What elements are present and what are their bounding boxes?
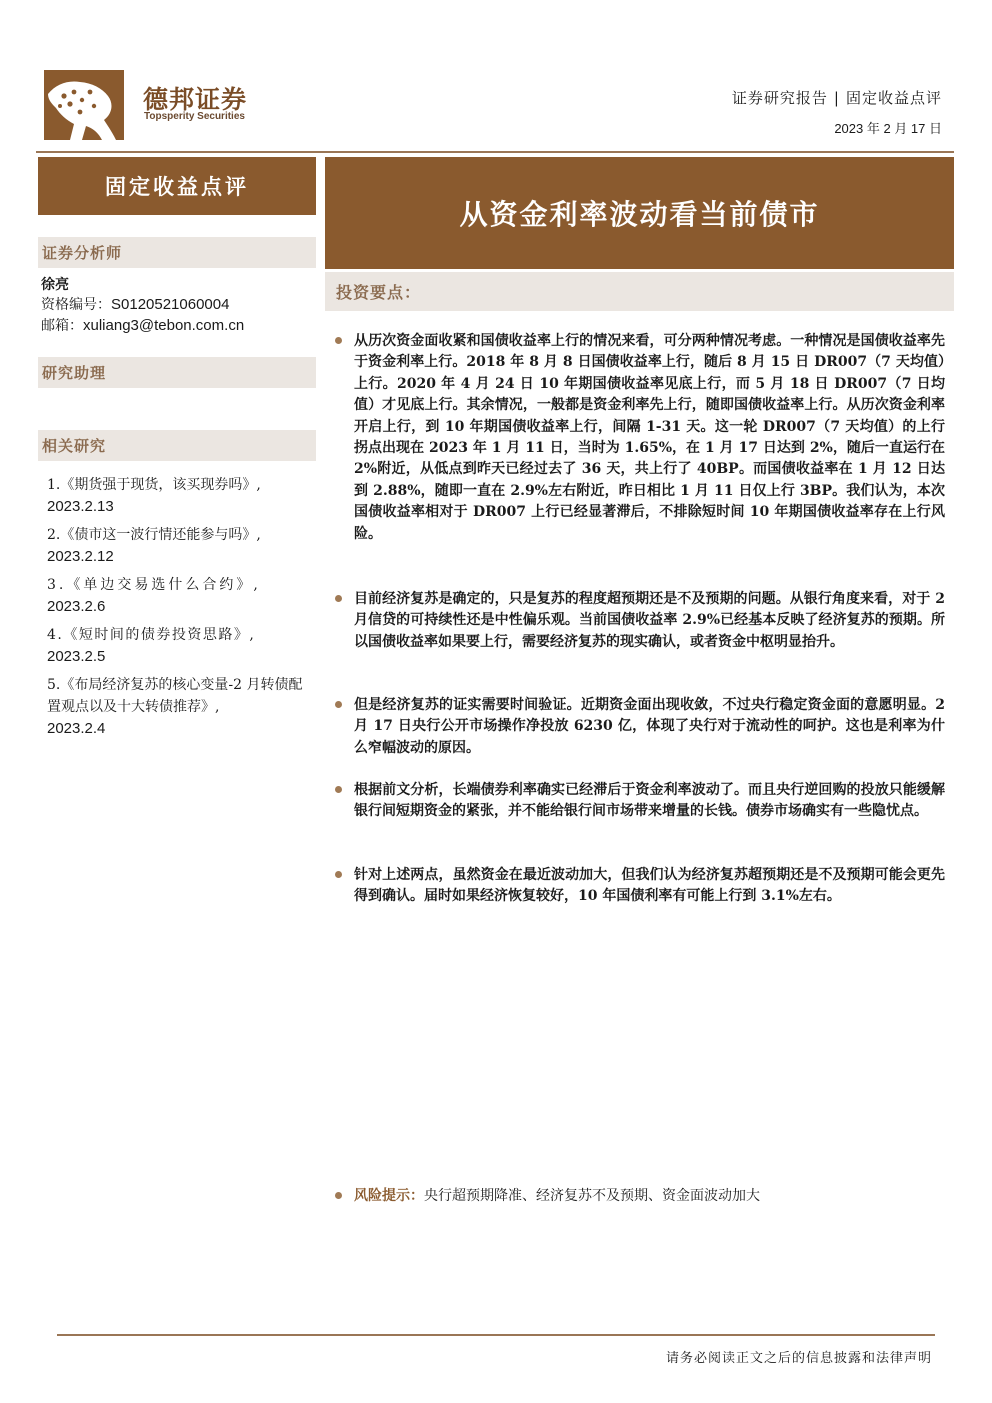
key-point <box>335 865 945 908</box>
related-date: 2023.2.13 <box>47 498 114 515</box>
brand-name-en: Topsperity Securities <box>144 111 245 122</box>
header-separator: | <box>833 89 840 107</box>
related-date: 2023.2.5 <box>47 648 106 665</box>
footer-disclaimer: 请务必阅读正文之后的信息披露和法律声明 <box>665 1351 932 1366</box>
license-value: S0120521060004 <box>111 296 230 313</box>
footer-divider <box>57 1334 935 1336</box>
key-point <box>335 331 945 545</box>
bullet-dot-icon <box>335 1192 342 1199</box>
related-title: 5.《布局经济复苏的核心变量-2 月转债配置观点以及十大转债推荐》, <box>47 677 303 715</box>
email-value[interactable]: xuliang3@tebon.com.cn <box>83 317 245 334</box>
bullet-dot-icon <box>335 871 342 878</box>
key-points-heading: 投资要点： <box>325 272 954 311</box>
bullet-dot-icon <box>335 595 342 602</box>
company-logo <box>44 70 124 140</box>
related-title: 1.《期货强于现货，该买现券吗》, <box>47 477 261 493</box>
license-label: 资格编号： <box>41 297 111 313</box>
related-title: 4.《短时间的债券投资思路》, <box>47 627 256 643</box>
assistant-heading: 研究助理 <box>38 357 316 388</box>
related-date: 2023.2.4 <box>47 720 106 737</box>
key-point <box>335 695 945 759</box>
related-date: 2023.2.12 <box>47 548 114 565</box>
report-date: 2023 年 2 月 17 日 <box>834 121 942 136</box>
key-point <box>335 780 945 823</box>
email-label: 邮箱： <box>41 318 83 334</box>
related-title: 2.《债市这一波行情还能参与吗》, <box>47 527 261 543</box>
key-point-text: 根据前文分析，长端债券利率确实已经滞后于资金利率波动了。而且央行逆回购的投放只能缓解银行间短期资金的紧张，并不能给银行间市场带来增量的长钱。债券市场确实有一些隐忧点。 <box>354 782 945 820</box>
report-type-line <box>732 87 942 108</box>
related-date: 2023.2.6 <box>47 598 106 615</box>
related-research-item[interactable] <box>47 574 312 618</box>
key-point-text: 目前经济复苏是确定的，只是复苏的程度超预期还是不及预期的问题。从银行角度来看，对于 2 月信贷的可持续性还是中性偏乐观。当前国债收益率 2.9%已经基本反映了经济复苏的预期。所以国债收益率如果要上行，需要经济复苏的现实确认，或者资金中枢明显抬升。 <box>354 591 945 650</box>
related-research-item[interactable] <box>47 624 312 668</box>
related-research-item[interactable] <box>47 474 312 518</box>
key-point-text: 从历次资金面收紧和国债收益率上行的情况来看，可分两种情况考虑。一种情况是国债收益率先于资金利率上行。2018 年 8 月 8 日国债收益率上行，随后 8 月 15 日 DR007（7 天均值）上行。2020 年 4 月 24 日 10 年期国债收益率见底上行，而 5 月 18 日 DR007（7 日均值）才见底上行。其余情况，一般都是资金利率先上行，随即国债收益率上行。从历次资金利率开启上行，到 10 年期国债收益率上行，间隔 1-31 天。这一轮 DR007（7 天均值）的上行拐点出现在 2023 年 1 月 11 日，当时为 1.65%，在 1 月 17 日达到 2%，随后一直运行在 2%附近，从低点到昨天已经过去了 36 天，共上行了 40BP。而国债收益率在 1 月 12 日达到 2.88%，随即一直在 2.9%左右附近，昨日相比 1 月 11 日仅上行 3BP。我们认为，本次国债收益率相对于 DR007 上行已经显著滞后，不排除短时间 10 年期国债收益率存在上行风险。 <box>354 333 945 542</box>
sidebar-category-banner: 固定收益点评 <box>38 157 316 215</box>
bullet-dot-icon <box>335 786 342 793</box>
report-type: 证券研究报告 <box>731 89 828 107</box>
related-research-item[interactable] <box>47 524 312 568</box>
key-point-text: 但是经济复苏的证实需要时间验证。近期资金面出现收敛，不过央行稳定资金面的意愿明显。2 月 17 日央行公开市场操作净投放 6230 亿，体现了央行对于流动性的呵护。这也是利率为什么窄幅波动的原因。 <box>354 697 945 756</box>
analyst-name: 徐亮 <box>41 277 69 293</box>
key-point-text: 针对上述两点，虽然资金在最近波动加大，但我们认为经济复苏超预期还是不及预期可能会更先得到确认。届时如果经济恢复较好，10 年国债利率有可能上行到 3.1%左右。 <box>354 867 945 905</box>
brand-name-cn: 德邦证券 <box>143 85 248 114</box>
risk-text: 央行超预期降准、经济复苏不及预期、资金面波动加大 <box>424 1188 760 1204</box>
risk-warning <box>335 1185 945 1205</box>
related-research-heading: 相关研究 <box>38 430 316 461</box>
bullet-dot-icon <box>335 337 342 344</box>
leopard-silhouette-icon <box>44 70 124 140</box>
related-title: 3.《单边交易选什么合约》, <box>47 577 261 593</box>
related-research-list <box>47 474 312 746</box>
analyst-email <box>41 315 244 335</box>
header-divider <box>36 151 954 153</box>
risk-label: 风险提示： <box>354 1188 424 1204</box>
related-research-item[interactable] <box>47 674 312 740</box>
report-title: 从资金利率波动看当前债市 <box>325 157 954 269</box>
key-point <box>335 589 945 653</box>
analyst-heading: 证券分析师 <box>38 237 316 268</box>
analyst-license <box>41 294 229 314</box>
report-category: 固定收益点评 <box>845 89 942 107</box>
bullet-dot-icon <box>335 701 342 708</box>
